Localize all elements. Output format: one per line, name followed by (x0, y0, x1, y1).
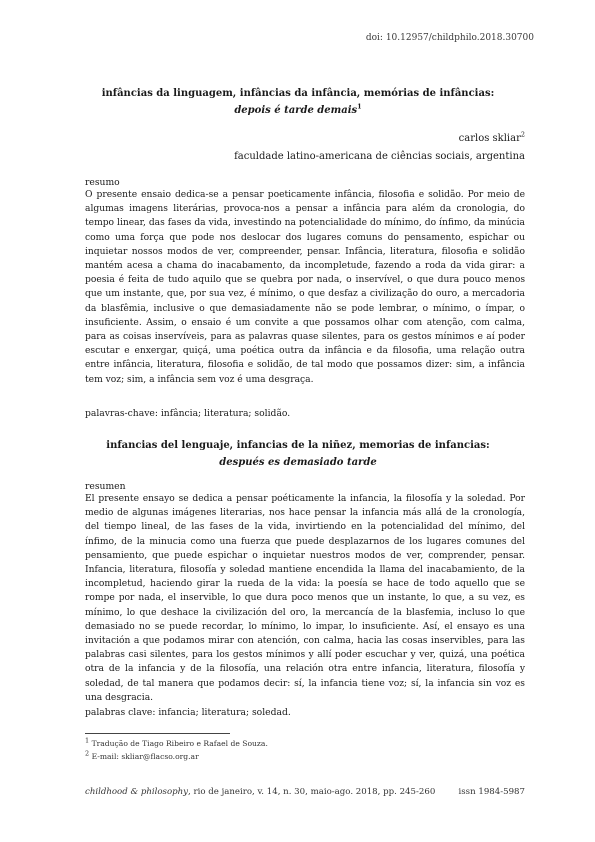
footnote-2: $^2$ E-mail: skliar@flacso.org.ar (85, 749, 199, 761)
title-pt-main: infâncias da linguagem, infâncias da infância, memórias de infâncias: (101, 88, 495, 99)
keywords-pt: palavras-chave: infância; literatura; solidão. (85, 408, 291, 419)
title-es-italic: después es demasiado tarde (219, 457, 377, 468)
title-es-main: infancias del lenguaje, infancias de la niñez, memorias de infancias: (106, 440, 490, 451)
footnote-divider (85, 733, 230, 734)
abstract-es-label: resumen (85, 481, 126, 492)
journal-citation: , rio de janeiro, v. 14, n. 30, maio-ago. 2018, pp. 245-260 (188, 787, 436, 797)
article-title-es (85, 437, 511, 471)
author-footnote-mark: 2 (520, 130, 525, 139)
issn: issn 1984-5987 (458, 787, 525, 797)
article-title-pt (85, 85, 511, 119)
abstract-pt-text: O presente ensaio dedica-se a pensar poeticamente infância, filosofia e solidão. Por meio de algumas imagens literárias, provoca-nos a pensar a infância para além da cronologia, do tempo linear, das fases da vida, investindo na potencialidade do mínimo, do ínfimo, da minúcia como uma força que pode nos deslocar dos lugares comuns do pensamento, espichar ou inquietar nossos modos de ver, compreender, pensar. Infância, literatura, filosofia e solidão mantém acesa a chama do inacabamento, da incompletude, fazendo a roda da vida girar: a poesia é feita de tudo aquilo que se quebra por nada, o inservível, o que dura pouco menos que um instante, que, por sua vez, é mínimo, o que desfaz a civilização do ouro, a mercadoria da blasfêmia, inclusive o que demasiadamente não se pode lembrar, o mínimo, o ímpar, o insuficiente. Assim, o ensaio é um convite a que possamos olhar com atenção, com calma, para as coisas inservíveis, para as palavras quase silentes, para os gestos mínimos e aí poder escutar e enxergar, quiçá, uma poética outra da infância e da filosofia, uma relação outra entre infância, literatura, filosofia e solidão, de tal modo que possamos dizer: sim, a infância tem voz; sim, a infância sem voz é uma desgraça. (85, 190, 525, 385)
doi-header: doi: 10.12957/childphilo.2018.30700 (365, 33, 534, 43)
author-name: carlos skliar$^2$ (458, 130, 525, 144)
page-footer (85, 787, 525, 797)
author-affiliation: faculdade latino-americana de ciências sociais, argentina (234, 151, 525, 162)
journal-name: childhood & philosophy (85, 787, 189, 797)
keywords-es: palabras clave: infancia; literatura; soledad. (85, 707, 291, 718)
abstract-es-text: El presente ensayo se dedica a pensar poéticamente la infancia, la filosofía y la soledad. Por medio de algunas imágenes literarias, nos hace pensar la infancia más allá de la cronología, del tiempo lineal, de las fases de la vida, invirtiendo en la potencialidad del mínimo, del ínfimo, de la minucia como una fuerza que puede desplazarnos de los lugares comunes del pensamiento, que puede espichar o inquietar nuestros modos de ver, comprender, pensar. Infancia, literatura, filosofía y soledad mantiene encendida la llama del inacabamiento, de la incompletud, haciendo girar la rueda de la vida: la poesía se hace de todo aquello que se rompe por nada, el inservible, lo que dura poco menos que un instante, lo que, a su vez, es mínimo, lo que deshace la civilización del oro, la mercancía de la blasfemia, incluso lo que demasiado no se puede recordar, lo mínimo, lo impar, lo insuficiente. Así, el ensayo es una invitación a que podamos mirar con atención, con calma, hacia las cosas inservibles, para las palabras casi silentes, para los gestos mínimos y allí poder escuchar y ver, quizá, una poética otra de la infancia y de la filosofía, una relación otra entre infancia, literatura, filosofía y soledad, de tal manera que podamos decir: sí, la infancia tiene voz; sí, la infancia sin voz es una desgracia. (85, 494, 525, 703)
author-block (234, 130, 525, 166)
footnote-1: $^1$ Tradução de Tiago Ribeiro e Rafael de Souza. (85, 736, 268, 748)
abstract-pt-label: resumo (85, 177, 120, 188)
title-pt-italic: depois é tarde demais (234, 105, 358, 116)
title-footnote-mark: 1 (357, 102, 362, 111)
